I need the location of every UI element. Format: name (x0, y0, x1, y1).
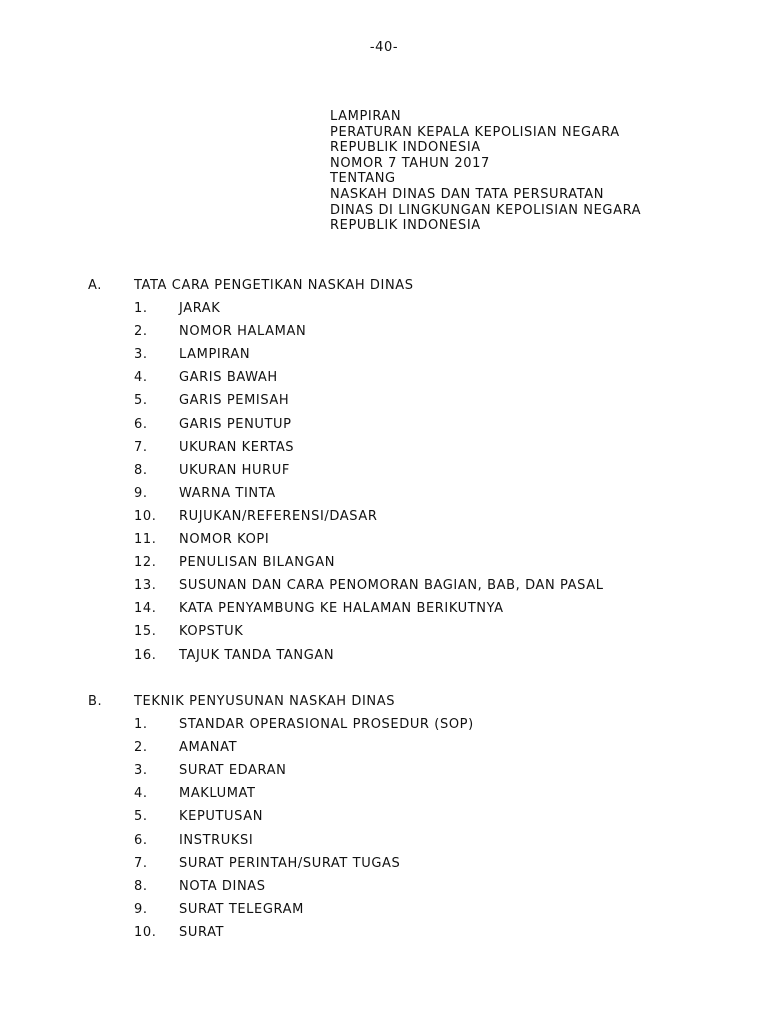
item-label: STANDAR OPERASIONAL PROSEDUR (SOP) (179, 717, 474, 733)
item-label: LAMPIRAN (179, 347, 251, 363)
item-number: 7. (134, 439, 148, 455)
item-label: SURAT TELEGRAM (179, 901, 304, 917)
item-number: 2. (134, 740, 148, 756)
item-label: NOMOR KOPI (179, 532, 270, 548)
item-label: INSTRUKSI (179, 832, 254, 848)
item-number: 4. (134, 370, 148, 386)
section-letter: A. (88, 278, 102, 293)
item-number: 9. (134, 901, 148, 917)
item-number: 8. (134, 462, 148, 478)
attachment-line: LAMPIRAN (330, 109, 402, 124)
item-label: RUJUKAN/REFERENSI/DASAR (179, 508, 378, 524)
item-label: KATA PENYAMBUNG KE HALAMAN BERIKUTNYA (179, 601, 504, 617)
attachment-line: REPUBLIK INDONESIA (330, 218, 481, 234)
item-label: GARIS BAWAH (179, 370, 278, 386)
item-number: 14. (134, 601, 157, 617)
item-label: NOMOR HALAMAN (179, 324, 307, 340)
attachment-line: TENTANG (330, 171, 396, 187)
section-title: TATA CARA PENGETIKAN NASKAH DINAS (134, 278, 414, 293)
item-number: 3. (134, 763, 148, 779)
item-label: SURAT (179, 924, 225, 940)
item-number: 8. (134, 878, 148, 894)
item-label: MAKLUMAT (179, 786, 256, 802)
item-label: GARIS PENUTUP (179, 416, 292, 432)
item-label: NOTA DINAS (179, 878, 266, 894)
item-number: 10. (134, 508, 157, 524)
item-label: SURAT PERINTAH/SURAT TUGAS (179, 855, 401, 871)
item-label: UKURAN HURUF (179, 462, 290, 478)
attachment-line: NOMOR 7 TAHUN 2017 (330, 155, 490, 171)
item-label: SURAT EDARAN (179, 763, 287, 779)
item-label: WARNA TINTA (179, 485, 276, 501)
attachment-line: DINAS DI LINGKUNGAN KEPOLISIAN NEGARA (330, 202, 642, 218)
attachment-line: PERATURAN KEPALA KEPOLISIAN NEGARA (330, 124, 620, 140)
section-letter: B. (88, 694, 103, 709)
item-number: 10. (134, 924, 157, 940)
item-number: 3. (134, 347, 148, 363)
item-number: 1. (134, 717, 148, 733)
attachment-header (330, 109, 641, 234)
item-label: GARIS PEMISAH (179, 393, 290, 409)
item-number: 6. (134, 416, 148, 432)
item-label: KOPSTUK (179, 624, 244, 640)
item-number: 5. (134, 393, 148, 409)
item-label: TAJUK TANDA TANGAN (179, 647, 335, 663)
item-label: AMANAT (179, 740, 238, 756)
item-label: UKURAN KERTAS (179, 439, 295, 455)
section-title: TEKNIK PENYUSUNAN NASKAH DINAS (134, 694, 396, 709)
attachment-line: NASKAH DINAS DAN TATA PERSURATAN (330, 186, 605, 202)
item-number: 13. (134, 578, 157, 594)
page-number: -40- (369, 40, 399, 55)
item-number: 9. (134, 485, 148, 501)
item-number: 7. (134, 855, 148, 871)
item-number: 15. (134, 624, 157, 640)
item-number: 4. (134, 786, 148, 802)
item-number: 1. (134, 301, 148, 317)
item-number: 5. (134, 809, 148, 825)
item-label: SUSUNAN DAN CARA PENOMORAN BAGIAN, BAB, DAN PASAL (179, 578, 604, 594)
item-label: JARAK (179, 301, 221, 317)
item-number: 11. (134, 532, 157, 548)
item-number: 2. (134, 324, 148, 340)
item-label: KEPUTUSAN (179, 809, 264, 825)
item-number: 6. (134, 832, 148, 848)
item-number: 12. (134, 555, 157, 571)
item-label: PENULISAN BILANGAN (179, 555, 336, 571)
attachment-line: REPUBLIK INDONESIA (330, 140, 481, 156)
item-number: 16. (134, 647, 157, 663)
